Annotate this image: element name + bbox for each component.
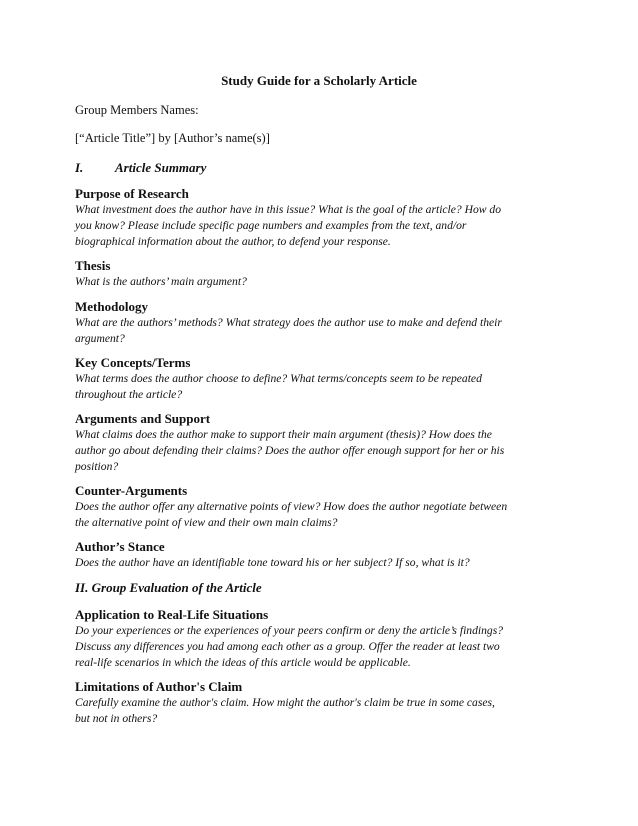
body-line: Does the author offer any alternative points of view? How does the author negotiate between [75,500,508,513]
subsection-body [75,555,570,571]
section-heading-article-summary [75,160,206,176]
body-line: What claims does the author make to support their main argument (thesis)? How does the [75,428,492,441]
body-line: you know? Please include specific page numbers and examples from the text, and/or [75,219,467,232]
subsection-body [75,427,570,475]
subsection-body [75,202,570,250]
subsection-title: Counter-Arguments [75,483,188,498]
subsection-title: Thesis [75,258,111,273]
body-line: biographical information about the author, to defend your response. [75,235,391,248]
subsection-key-concepts [75,355,570,403]
subsection-body [75,499,570,531]
body-line: Do your experiences or the experiences of your peers confirm or deny the article’s findings? [75,624,504,637]
body-line: but not in others? [75,712,158,725]
section-title: Article Summary [115,160,207,175]
document-title: Study Guide for a Scholarly Article [221,73,417,88]
group-members-label: Group Members Names: [75,103,199,117]
body-line: What investment does the author have in this issue? What is the goal of the article? How do [75,203,502,216]
body-line: Discuss any differences you had among each other as a group. Offer the reader at least two [75,640,500,653]
subsection-counter-arguments [75,483,570,531]
subsection-body [75,623,570,671]
body-line: real-life scenarios in which the ideas of this article would be applicable. [75,656,411,669]
section-heading-group-evaluation: II. Group Evaluation of the Article [75,580,262,595]
subsection-title: Application to Real-Life Situations [75,607,269,622]
subsection-body [75,695,570,727]
subsection-title: Author’s Stance [75,539,165,554]
subsection-thesis [75,258,570,290]
subsection-title: Purpose of Research [75,186,189,201]
subsection-title: Key Concepts/Terms [75,355,191,370]
subsection-body [75,274,570,290]
subsection-limitations [75,679,570,727]
body-line: Carefully examine the author's claim. How might the author's claim be true in some cases, [75,696,495,709]
subsection-title: Methodology [75,299,148,314]
body-line: author go about defending their claims? Does the author offer enough support for her or his [75,444,505,457]
subsection-title: Limitations of Author's Claim [75,679,243,694]
body-line: position? [75,460,119,473]
body-line: argument? [75,332,125,345]
subsection-authors-stance [75,539,570,571]
subsection-methodology [75,299,570,347]
subsection-purpose-of-research [75,186,570,250]
body-line: the alternative point of view and their own main claims? [75,516,338,529]
body-line: Does the author have an identifiable tone toward his or her subject? If so, what is it? [75,556,470,569]
subsection-arguments-and-support [75,411,570,475]
subsection-body [75,315,570,347]
article-title-line: [“Article Title”] by [Author’s name(s)] [75,131,270,145]
body-line: What are the authors’ methods? What strategy does the author use to make and defend their [75,316,502,329]
subsection-application-real-life [75,607,570,671]
body-line: throughout the article? [75,388,183,401]
body-line: What is the authors’ main argument? [75,275,247,288]
subsection-body [75,371,570,403]
section-number: I. [75,160,84,175]
subsection-title: Arguments and Support [75,411,211,426]
body-line: What terms does the author choose to define? What terms/concepts seem to be repeated [75,372,482,385]
